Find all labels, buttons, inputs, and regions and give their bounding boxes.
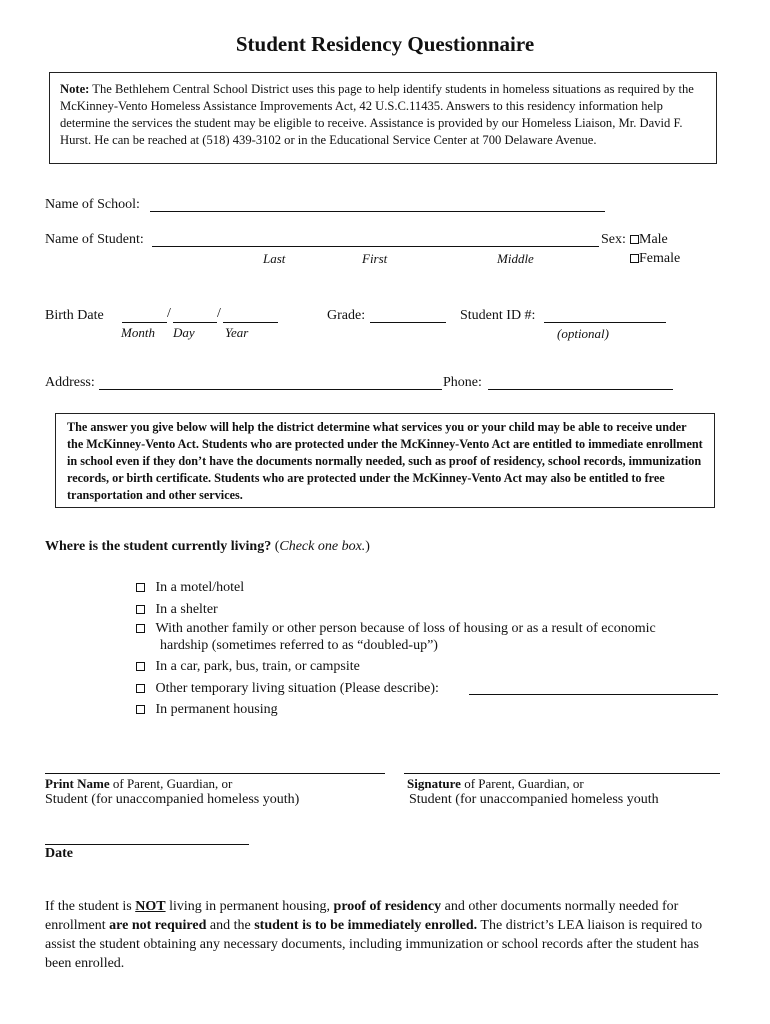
print-rest: of Parent, Guardian, or [109, 776, 233, 791]
option-car-park[interactable] [136, 659, 360, 675]
signature-line[interactable] [404, 773, 720, 774]
grade-input-line[interactable] [370, 322, 446, 323]
phone-input-line[interactable] [488, 389, 673, 390]
sex-male-option[interactable] [630, 232, 668, 248]
info-box: The answer you give below will help the district determine what services you or your child may be able to receive under the McKinney-Vento Act. Students who are protected under the McKinney-Vento Act are entitled to immediate enrollment in school even if they don’t have the documents normally needed, such as proof of residency, school records, immunization records, or birth certificate. Students who are protected under the McKinney-Vento Act may also be entitled to free transportation and other services. [55, 413, 715, 508]
print-name-caption [45, 776, 232, 792]
month-caption: Month [121, 325, 155, 340]
option-other[interactable] [136, 681, 439, 697]
footer-part: and the [206, 918, 255, 933]
note-box [49, 72, 717, 164]
slash-2: / [217, 306, 221, 321]
footer-not: NOT [135, 899, 166, 914]
sign-bold: Signature [407, 776, 461, 791]
sign-rest: of Parent, Guardian, or [460, 776, 584, 791]
last-caption: Last [263, 251, 286, 266]
day-caption: Day [173, 325, 195, 340]
signature-caption-2: Student (for unaccompanied homeless youth [409, 792, 659, 807]
print-name-caption-2: Student (for unaccompanied homeless youth) [45, 792, 300, 807]
note-label: Note: [60, 82, 90, 96]
footer-immediate: student is to be immediately enrolled. [254, 918, 478, 933]
footer-part: and other documents normally needed for enrollment [45, 899, 679, 933]
option-label: With another family or other person because of loss of housing or as a result of economic [155, 621, 656, 636]
checkbox[interactable] [136, 705, 145, 714]
birth-day-line[interactable] [173, 322, 217, 323]
birth-year-line[interactable] [223, 322, 278, 323]
male-checkbox[interactable] [630, 235, 639, 244]
sex-label: Sex: [601, 232, 626, 247]
male-label: Male [639, 232, 668, 247]
option-label: In a car, park, bus, train, or campsite [155, 659, 360, 674]
option-label: In a motel/hotel [155, 580, 245, 595]
signature-caption [407, 776, 584, 792]
address-label: Address: [45, 375, 95, 390]
female-checkbox[interactable] [630, 254, 639, 263]
page-title: Student Residency Questionnaire [235, 32, 535, 56]
option-label: In permanent housing [155, 702, 278, 717]
option-label: In a shelter [155, 602, 218, 617]
date-line[interactable] [45, 844, 249, 845]
footer-proof: proof of residency [333, 899, 442, 914]
question-hint: Check one box. [279, 539, 366, 554]
grade-label: Grade: [327, 308, 366, 323]
sex-female-option[interactable] [630, 251, 680, 267]
option-label: Other temporary living situation (Please describe): [155, 681, 439, 696]
checkbox[interactable] [136, 624, 145, 633]
school-label: Name of School: [45, 197, 140, 212]
first-caption: First [362, 251, 388, 266]
checkbox[interactable] [136, 605, 145, 614]
option-motel[interactable] [136, 580, 244, 596]
student-input-line[interactable] [152, 246, 599, 247]
optional-caption: (optional) [557, 326, 609, 341]
slash-1: / [167, 306, 171, 321]
print-name-line[interactable] [45, 773, 385, 774]
birth-date-label: Birth Date [45, 308, 104, 323]
phone-label: Phone: [443, 375, 482, 390]
female-label: Female [639, 251, 681, 266]
footer-paragraph [45, 897, 725, 973]
option-doubled-up[interactable] [136, 621, 656, 637]
middle-caption: Middle [497, 251, 534, 266]
footer-part: The district’s LEA liaison is required to assist the student obtaining any necessary documents, including immunization or school records after the student has been enrolled. [45, 918, 703, 971]
birth-month-line[interactable] [122, 322, 167, 323]
question-text: Where is the student currently living? [45, 539, 272, 554]
checkbox[interactable] [136, 684, 145, 693]
student-id-input-line[interactable] [544, 322, 666, 323]
checkbox[interactable] [136, 662, 145, 671]
footer-part: living in permanent housing, [165, 899, 334, 914]
print-bold: Print Name [45, 776, 110, 791]
checkbox[interactable] [136, 583, 145, 592]
student-id-label: Student ID #: [460, 308, 536, 323]
year-caption: Year [225, 325, 249, 340]
date-caption: Date [45, 846, 73, 861]
note-text: The Bethlehem Central School District uses this page to help identify students in homeless situations as required by the McKinney-Vento Homeless Assistance Improvements Act, 42 U.S.C.11435. Answers to this residency information help determine the services the student may be eligible to receive. Assistance is provided by our Homeless Liaison, Mr. David F. Hurst. He can be reached at (518) 439-3102 or in the Educational Service Center at 700 Delaware Avenue. [60, 82, 694, 147]
address-input-line[interactable] [99, 389, 442, 390]
option-permanent[interactable] [136, 702, 278, 718]
living-question: Where is the student currently living? (Check one box.) [45, 539, 370, 554]
footer-not-required: are not required [109, 918, 207, 933]
student-label: Name of Student: [45, 232, 144, 247]
footer-part: If the student is [45, 899, 136, 914]
school-input-line[interactable] [150, 211, 605, 212]
option-shelter[interactable] [136, 602, 218, 618]
other-describe-line[interactable] [469, 694, 718, 695]
option-continuation: hardship (sometimes referred to as “doubled-up”) [160, 638, 438, 653]
